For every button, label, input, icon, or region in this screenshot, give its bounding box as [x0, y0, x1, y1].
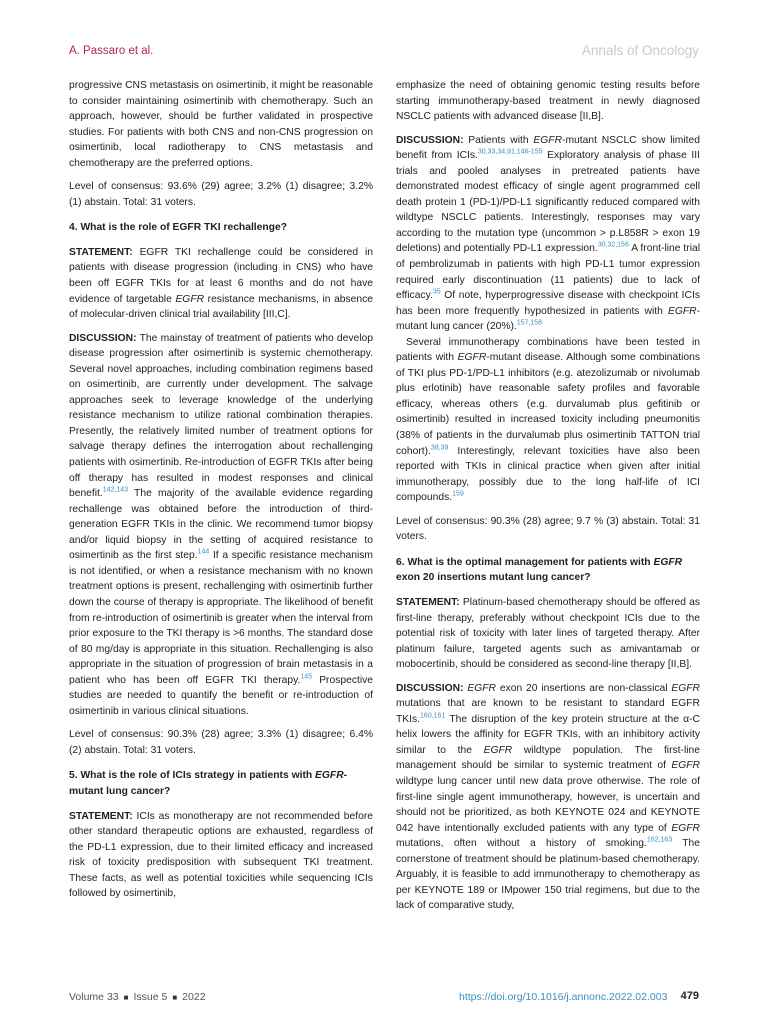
consensus-q5: Level of consensus: 90.3% (28) agree; 9.7 % (3) abstain. Total: 31 voters.: [396, 515, 700, 543]
discussion-text: Of note, hyperprogressive disease with checkpoint ICIs has been more frequently hypothesized in patients with: [396, 290, 700, 317]
discussion-text: -mutant lung cancer (20%).: [396, 305, 700, 333]
citation-link[interactable]: 38,39: [430, 444, 449, 452]
paragraph-text: Several immunotherapy combinations have been tested in patients with: [396, 336, 700, 364]
discussion-label: DISCUSSION:: [396, 682, 464, 694]
discussion-label: DISCUSSION:: [69, 332, 137, 344]
gene-name: EGFR: [671, 760, 700, 772]
heading-text: exon 20 insertions mutant lung cancer?: [396, 572, 591, 584]
statement-q5: [69, 809, 373, 902]
footer-year: 2022: [182, 991, 206, 1003]
gene-name: EGFR: [667, 305, 697, 317]
citation-link[interactable]: 144: [197, 548, 210, 556]
discussion-text: If a specific resistance mechanism is not identified, or when a resistance mechanism with no known treatment options is present, rechallenging with osimertinib further down the course of therapy is appropriate. The likelihood of benefit from re-introduction of osimertinib is greater when the interval from prior exposure to the TKI therapy is >6 months. The standard dose of 80 mg/day is appropriate in this situation. Rechallenging is also appropriate in the situation of progression of brain metastasis in a patient who has been off EGFR TKI therapy.: [69, 550, 373, 686]
statement-label: STATEMENT:: [396, 596, 460, 608]
question-6-heading: [396, 555, 700, 586]
question-4-heading: 4. What is the role of EGFR TKI rechallenge?: [69, 222, 287, 234]
page-number: 479: [680, 990, 699, 1002]
gene-name: EGFR: [653, 556, 683, 568]
footer-volume: Volume 33: [69, 991, 119, 1003]
statement-text: EGFR TKI rechallenge could be considered in patients with disease progression (including in CNS) who have been off EGFR TKIs for at least 6 months and do not have evidence of targetable: [69, 246, 373, 305]
citation-link[interactable]: 30,32,156: [597, 242, 629, 250]
citation-link[interactable]: 35: [432, 288, 441, 296]
discussion-label: DISCUSSION:: [396, 134, 464, 146]
statement-continuation: emphasize the need of obtaining genomic testing results before starting immunotherapy-based treatment in newly diagnosed NSCLC patients with advanced disease [II,B].: [396, 80, 700, 123]
discussion-text: The mainstay of treatment of patients who develop disease progression after osimertinib is systemic chemotherapy. Several novel approaches, including combination regimens based on osimertinib, are currently under development. The salvage approaches seek to leverage knowledge of the underlying resistance mechanism to utilize rational combination therapies. Presently, the relatively limited number of treatment options for salvage therapy defines the interrogation about rechallenging patients with osimertinib. Re-introduction of EGFR TKIs after being off therapy has resulted in modest responses and clinical benefit.: [69, 332, 373, 500]
discussion-text: exon 20 insertions are non-classical: [495, 682, 672, 694]
consensus-q4: Level of consensus: 90.3% (28) agree; 3.3% (1) disagree; 6.4% (2) abstain. Total: 31 voters.: [69, 729, 373, 756]
heading-text: 5. What is the role of ICIs strategy in patients with: [69, 770, 316, 782]
statement-text: resistance mechanisms, in absence of molecular-driven clinical trial availability [III,C].: [69, 293, 374, 321]
footer-issue: Issue 5: [133, 991, 168, 1003]
footer-separator: ■: [172, 993, 178, 1002]
statement-label: STATEMENT:: [69, 246, 133, 258]
gene-name: EGFR: [467, 682, 496, 694]
discussion-text: wildtype population. The first-line management should be similar to systemic treatment of: [396, 744, 700, 772]
discussion-text: Exploratory analysis of phase III trials and pooled analyses in pretreated patients have demonstrated modest efficacy of single agent programmed cell death protein 1 (PD-1)/PD-L1 significantly reduced compared with wildtype NSCLC patients. Interestingly, responses may vary according to the mutation type (uncommon > p.L858R > exon 19 deletions) and potentially PD-L1 expression.: [396, 150, 700, 255]
discussion-q4: [69, 331, 373, 720]
question-5-heading: [69, 768, 373, 799]
citation-link[interactable]: 157,158: [516, 319, 543, 327]
citation-link[interactable]: 159: [452, 490, 464, 498]
gene-name: EGFR: [671, 682, 700, 694]
paragraph-combinations: [396, 335, 700, 506]
discussion-text: A front-line trial of pembrolizumab in patients with high PD-L1 tumor expression required early discontinuation (11 patients) due to lack of efficacy.: [396, 243, 700, 302]
statement-q4: [69, 245, 373, 323]
discussion-text: The majority of the available evidence regarding rechallenge was obtained before the introduction of third-generation EGFR TKIs in the clinic. We recommend tumor biopsy and/or liquid biopsy in the setting of acquired resistance to osimertinib as the first step.: [69, 488, 373, 562]
discussion-text: -mutant NSCLC show limited benefit from ICIs.: [396, 134, 700, 162]
footer-separator: ■: [123, 993, 129, 1002]
citation-link[interactable]: 30,33,34,91,146-155: [477, 148, 543, 156]
statement-q6: [396, 595, 700, 673]
consensus-q3: Level of consensus: 93.6% (29) agree; 3.2% (1) disagree; 3.2% (1) abstain. Total: 31 voters.: [69, 181, 373, 208]
running-header-authors: A. Passaro et al.: [69, 45, 154, 57]
citation-link[interactable]: 160,161: [420, 712, 446, 720]
gene-name: EGFR: [315, 770, 344, 782]
heading-text: 6. What is the optimal management for patients with: [396, 556, 654, 568]
discussion-text: The cornerstone of treatment should be platinum-based chemotherapy. Arguably, it is feasible to add immunotherapy to chemotherapy as per KEYNOTE 189 or IMpower 150 trial regimens, but due to the lack of comparative study,: [396, 838, 701, 912]
paragraph-text: Interestingly, relevant toxicities have also been reported with TKIs in clinical practice when given after initial immunotherapy, possibly due to the long half-life of ICI compounds.: [396, 445, 700, 504]
left-column: [69, 78, 373, 902]
discussion-text: mutations, often without a history of smoking.: [396, 838, 647, 850]
discussion-q5: [396, 133, 700, 335]
statement-label: STATEMENT:: [69, 810, 133, 822]
citation-link[interactable]: 162,163: [646, 836, 673, 844]
gene-name: EGFR: [533, 134, 563, 146]
discussion-text: wildtype lung cancer until new data prove otherwise. The role of first-line single agent immunotherapy, however, is uncertain and should not be prioritized, as both KEYNOTE 024 and KEYNOTE 042 have intentionally excluded patients with any type of: [396, 775, 700, 834]
gene-name: EGFR: [671, 822, 700, 834]
discussion-text: The disruption of the key protein structure at the α-C helix lowers the affinity for EGFR TKIs, with an inhibitory activity similar to the: [396, 713, 700, 756]
discussion-text: Patients with: [463, 134, 534, 146]
heading-text: -mutant lung cancer?: [69, 770, 348, 797]
paragraph-continuation: progressive CNS metastasis on osimertinib, it might be reasonable to consider maintaining osimertinib with chemotherapy. Such an approach, however, should be further validated in prospective studies. For patients with both CNS and non-CNS progression on osimertinib, local radiotherapy to CNS metastasis and chemotherapy are the preferred options.: [69, 80, 373, 169]
citation-link[interactable]: 142,143: [102, 486, 129, 494]
gene-name: EGFR: [457, 352, 487, 364]
gene-name: EGFR: [483, 744, 513, 756]
statement-text: ICIs as monotherapy are not recommended before other standard therapeutic options are exhausted, regardless of the PD-L1 expression, due to their limited efficacy and increased risk of toxicity predisposition with subsequent TKI treatment. These facts, as well as potential toxicities while sequencing ICIs followed by osimertinib,: [69, 810, 373, 900]
gene-name: EGFR: [175, 293, 205, 305]
doi-link[interactable]: https://doi.org/10.1016/j.annonc.2022.02.003: [459, 991, 668, 1003]
statement-text: Platinum-based chemotherapy should be offered as first-line therapy, preferably without checkpoint ICIs due to the potential risk of toxicity with later lines of targeted therapy. After platinum failure, targeted agents such as amivantamab or mobocertinib, should be considered as second-line therapy [II,B].: [396, 596, 700, 671]
discussion-q6: [396, 681, 700, 914]
footer-volume-info: [69, 991, 206, 1003]
citation-link[interactable]: 145: [300, 673, 313, 681]
right-column: [396, 78, 700, 914]
paragraph-text: -mutant disease. Although some combinations of TKI plus PD-1/PD-L1 inhibitors (e.g. atezolizumab or nivolumab plus erlotinib) have reasonable safety profiles and favorable efficacy, whereas others (e.g. durvalumab plus gefitinib or osimertinib) resulted in increased toxicity including pneumonitis (38% of patients in the durvalumab plus osimertinib TATTON trial cohort).: [396, 352, 700, 457]
discussion-text: Prospective studies are needed to quantify the benefit or re-introduction of osimertinib in various clinical situations.: [69, 674, 373, 717]
discussion-text: mutations that are known to be resistant to standard EGFR TKIs.: [396, 698, 700, 725]
running-header-journal: Annals of Oncology: [581, 43, 699, 58]
